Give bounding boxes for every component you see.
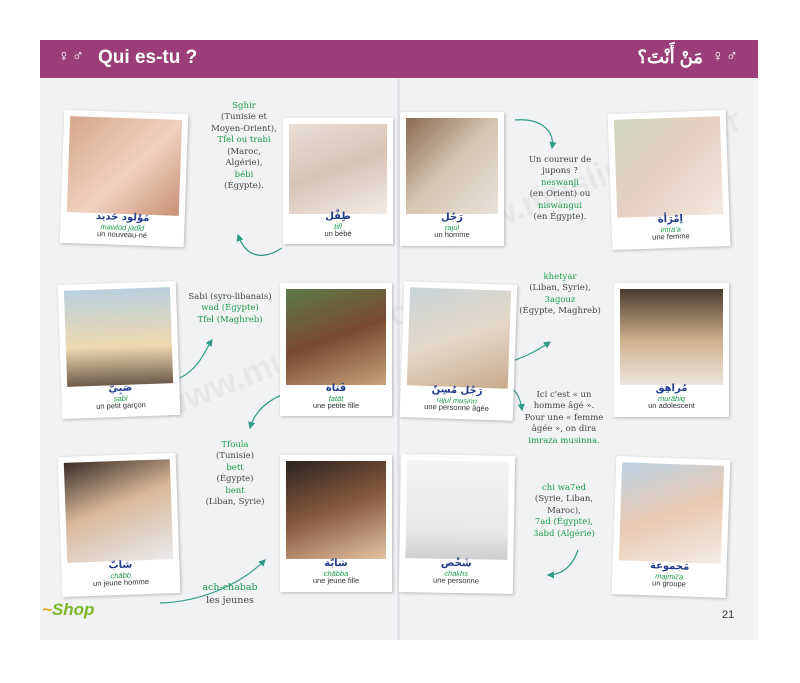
french-word: un homme [434,230,470,240]
shop-logo: ~Shop [42,600,95,619]
note-agee: khetyar (Liban, Syrie), 3agouz (Égypte, Maghreb) [519,272,601,317]
note-groupe: chi wa7ed (Syrie, Liban, Maroc), 7ad (Égypte), 3abd (Algérie) [533,483,595,539]
vocab-card [280,455,392,592]
photo-newborn [67,116,182,216]
arabic-word: شابّة [324,558,348,569]
french-word: un nouveau-né [96,229,148,241]
arabic-word: مَوْلود جَديد [95,211,150,224]
transliteration: rajul musinn [436,394,478,406]
vocab-card [612,456,731,598]
arrow [180,340,212,378]
french-word: un jeune homme [92,577,150,589]
photo-girl [286,289,386,385]
transliteration: ṭifl [334,221,342,231]
french-word: un groupe [651,578,687,589]
transliteration: imra'a [660,224,681,234]
transliteration: rajul [444,222,460,232]
arrow [548,550,578,575]
french-word: une personne âgée [424,402,489,414]
arabic-word: رَجُل [441,212,463,223]
note-bebe: Sghir (Tunisie et Moyen-Orient), Tfel ou trabi (Maroc, Algérie), bébi (Égypte). [211,101,277,192]
french-word: une personne [432,575,480,586]
arabic-word: صَبِيّ [108,382,133,395]
french-word: une petite fille [312,401,360,411]
photo-woman [614,116,723,218]
transliteration: mawlūd jadīd [100,221,145,233]
photo-young-woman [286,461,386,559]
photo-young-man [64,459,173,563]
french-word: une jeune fille [312,576,360,586]
vocab-card [60,110,189,247]
photo-elderly [407,287,511,388]
arabic-word: مُراهِق [655,383,688,394]
vocab-card [400,112,504,246]
vocab-card [283,118,393,244]
arrow [238,235,282,255]
photo-boy [64,287,173,387]
note-garcon: Sabi (syro-libanais) wad (Égypte) Tfel (Maghreb) [188,292,272,325]
french-word: un adolescent [648,401,695,411]
note-fille: Tfoula (Tunisie) bett (Égypte) bent (Liban, Syrie) [205,440,265,508]
figure-icon: ♀♂ [712,48,740,65]
vocab-card [400,281,518,421]
photo-baby [289,124,387,214]
arabic-word: فَتاة [325,383,347,394]
french-word: un petit garçon [95,400,146,412]
arabic-word: مَجموعة [649,560,690,573]
note-ici: Ici c'est « un homme âgé ». Pour une « femme âgée », on dira imraza musinna. [524,390,604,446]
vocab-card [608,110,731,250]
vocab-card [58,453,181,597]
photo-group [619,462,724,564]
vocab-card [58,281,181,419]
transliteration: ṣabī [113,393,128,403]
photo-teenager [620,289,723,385]
vocab-card [280,283,392,416]
transliteration: fatāt [328,393,344,403]
arabic-word: رَجُل مُسِنّ [431,384,483,397]
french-word: une femme [652,231,690,242]
photo-person [405,460,509,560]
note-jeunes: ach-chabab les jeunes [202,582,258,606]
page-title-arabic: مَنْ أَنْتَ؟ [637,47,703,67]
figure-icon: ♀♂ [58,48,86,65]
arabic-word: طِفْل [325,211,351,222]
photo-man [406,118,498,214]
transliteration: majmū'a [655,570,684,581]
arabic-word: اِمْرَأة [657,213,684,226]
french-word: un bébé [324,229,352,239]
arrow [515,120,552,148]
page-title: Qui es-tu ? [98,47,198,68]
transliteration: chābb [110,570,132,580]
arabic-word: شابّ [108,559,133,572]
note-femme: Un coureur de jupons ? neswanji (en Orient) ou niswangui (en Égypte). [528,155,592,223]
vocab-card [614,283,729,417]
transliteration: chābba [323,568,349,578]
vocab-card [399,454,515,594]
transliteration: chakhs [444,568,469,578]
transliteration: murāhiq [657,393,686,403]
arabic-word: شَخْص [440,557,472,570]
page-number: 21 [722,609,735,621]
